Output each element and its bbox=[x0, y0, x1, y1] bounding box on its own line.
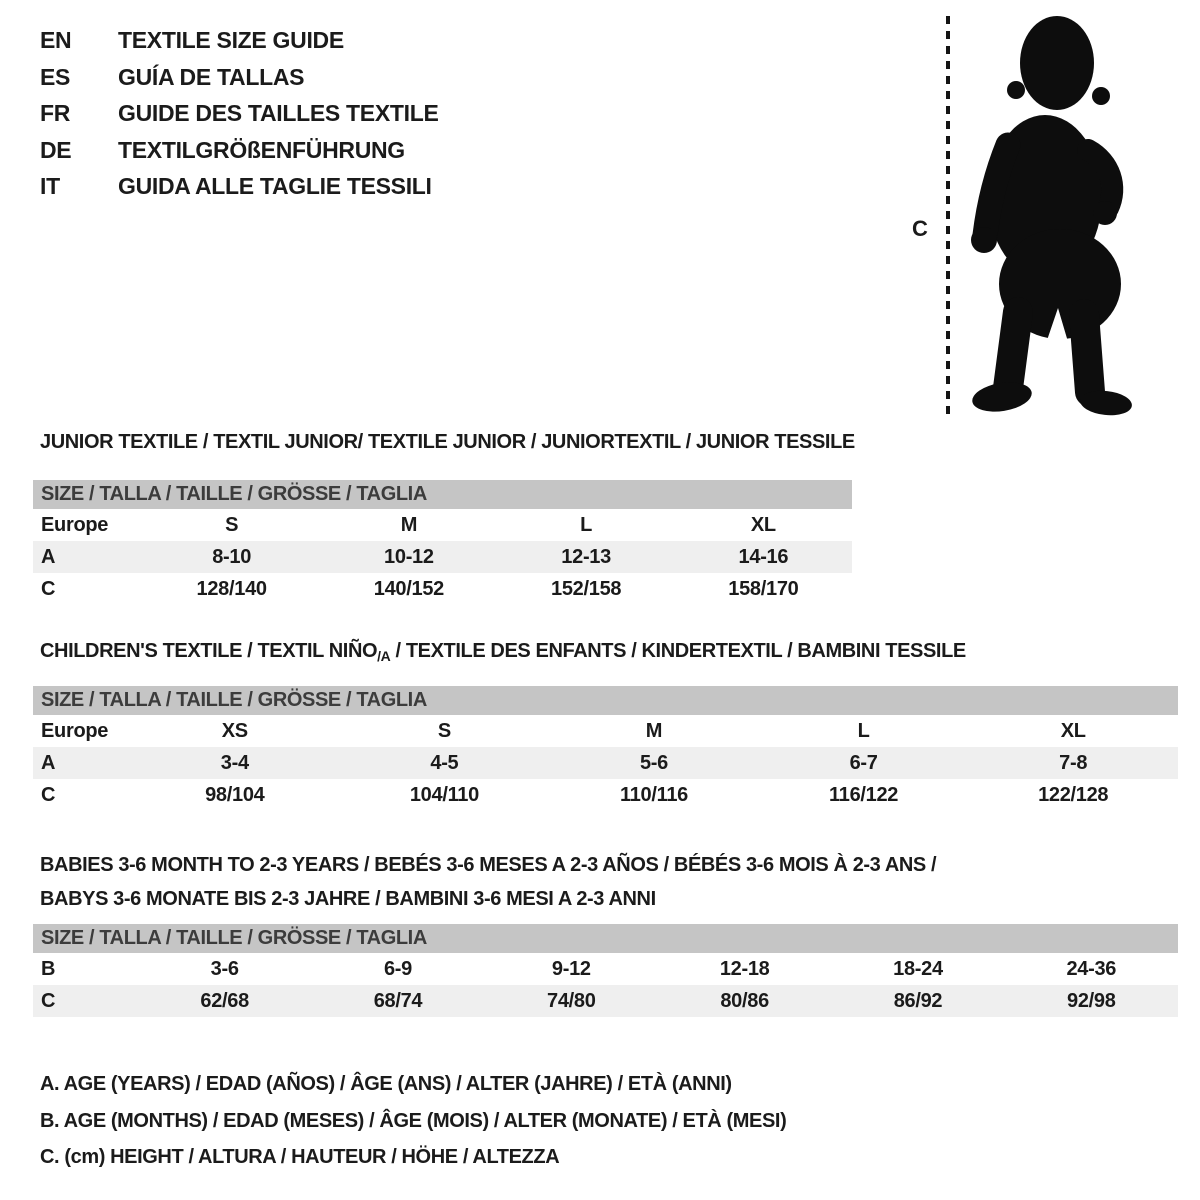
table-cell: 10-12 bbox=[384, 546, 434, 568]
legend-line-b: B. AGE (MONTHS) / EDAD (MESES) / ÂGE (MOIS) / ALTER (MONATE) / ETÀ (MESI) bbox=[40, 1109, 787, 1132]
junior-row-a bbox=[33, 541, 852, 573]
baby-silhouette-icon bbox=[958, 12, 1142, 422]
children-size-header-bar: SIZE / TALLA / TAILLE / GRÖSSE / TAGLIA bbox=[33, 686, 1178, 715]
language-row-it bbox=[40, 168, 439, 205]
junior-columns-row bbox=[33, 509, 852, 541]
junior-section-heading: JUNIOR TEXTILE / TEXTIL JUNIOR/ TEXTILE JUNIOR / JUNIORTEXTIL / JUNIOR TESSILE bbox=[40, 431, 855, 453]
region-label: Europe bbox=[41, 720, 109, 742]
column-header: L bbox=[857, 720, 870, 742]
table-cell: 158/170 bbox=[728, 578, 799, 600]
column-header: XS bbox=[221, 720, 248, 742]
language-title: GUIDA ALLE TAGLIE TESSILI bbox=[118, 173, 432, 199]
height-measure-label: C bbox=[912, 216, 928, 241]
region-label: Europe bbox=[41, 514, 109, 536]
row-label: A bbox=[41, 752, 56, 774]
table-cell: 86/92 bbox=[893, 990, 943, 1012]
children-heading-part1: CHILDREN'S TEXTILE / TEXTIL NIÑO bbox=[40, 640, 378, 662]
table-cell: 122/128 bbox=[1038, 784, 1109, 806]
table-cell: 92/98 bbox=[1067, 990, 1116, 1012]
junior-size-table bbox=[33, 480, 852, 605]
column-header: L bbox=[580, 514, 593, 536]
table-cell: 68/74 bbox=[373, 990, 423, 1012]
language-row-de bbox=[40, 132, 439, 169]
table-cell: 6-9 bbox=[383, 958, 412, 980]
column-header: M bbox=[400, 514, 418, 536]
language-code: FR bbox=[40, 100, 71, 126]
legend bbox=[40, 1066, 786, 1176]
table-cell: 74/80 bbox=[547, 990, 596, 1012]
table-cell: 104/110 bbox=[409, 784, 479, 806]
table-cell: 6-7 bbox=[849, 752, 878, 774]
language-code: IT bbox=[40, 173, 60, 199]
language-code: DE bbox=[40, 136, 72, 163]
table-cell: 116/122 bbox=[829, 784, 899, 806]
babies-heading-line2: BABYS 3-6 MONATE BIS 2-3 JAHRE / BAMBINI 3-6 MESI A 2-3 ANNI bbox=[40, 888, 656, 910]
row-label: C bbox=[41, 784, 56, 806]
babies-row-b bbox=[33, 953, 1178, 985]
table-cell: 80/86 bbox=[720, 990, 769, 1012]
table-cell: 3-4 bbox=[220, 752, 249, 774]
table-cell: 14-16 bbox=[738, 546, 789, 568]
table-cell: 18-24 bbox=[893, 958, 943, 980]
junior-size-header-bar: SIZE / TALLA / TAILLE / GRÖSSE / TAGLIA bbox=[33, 480, 852, 509]
table-cell: 12-18 bbox=[719, 958, 770, 980]
legend-line-a: A. AGE (YEARS) / EDAD (AÑOS) / ÂGE (ANS) / ALTER (JAHRE) / ETÀ (ANNI) bbox=[40, 1073, 732, 1095]
table-cell: 5-6 bbox=[639, 752, 668, 774]
children-size-table bbox=[33, 686, 1178, 811]
column-header: XL bbox=[750, 514, 776, 536]
children-row-c bbox=[33, 779, 1178, 811]
babies-heading-line1: BABIES 3-6 MONTH TO 2-3 YEARS / BEBÉS 3-6 MESES A 2-3 AÑOS / BÉBÉS 3-6 MOIS À 2-3 ANS / bbox=[40, 854, 937, 876]
column-header: M bbox=[645, 720, 663, 742]
column-header: XL bbox=[1060, 720, 1086, 742]
language-row-es bbox=[40, 59, 439, 96]
row-label: A bbox=[41, 546, 56, 568]
children-row-a bbox=[33, 747, 1178, 779]
table-cell: 128/140 bbox=[196, 578, 267, 600]
language-title: GUIDE DES TAILLES TEXTILE bbox=[118, 100, 439, 126]
language-title: TEXTILE SIZE GUIDE bbox=[118, 27, 344, 53]
table-cell: 140/152 bbox=[373, 578, 444, 600]
children-section-heading bbox=[40, 640, 966, 664]
height-dashed-line bbox=[946, 16, 950, 414]
legend-line-c: C. (cm) HEIGHT / ALTURA / HAUTEUR / HÖHE / ALTEZZA bbox=[40, 1146, 560, 1168]
row-label: C bbox=[41, 990, 56, 1012]
table-cell: 62/68 bbox=[200, 990, 249, 1012]
babies-row-c bbox=[33, 985, 1178, 1017]
babies-section-heading bbox=[40, 848, 936, 916]
children-heading-part2: / TEXTILE DES ENFANTS / KINDERTEXTIL / BAMBINI TESSILE bbox=[390, 640, 966, 662]
row-label: C bbox=[41, 578, 56, 600]
language-title: TEXTILGRÖßENFÜHRUNG bbox=[118, 136, 405, 163]
babies-size-table bbox=[33, 924, 1178, 1017]
table-cell: 9-12 bbox=[551, 958, 591, 980]
children-columns-row bbox=[33, 715, 1178, 747]
table-cell: 7-8 bbox=[1059, 752, 1088, 774]
language-code: ES bbox=[40, 63, 71, 90]
table-cell: 152/158 bbox=[551, 578, 622, 600]
table-cell: 24-36 bbox=[1066, 958, 1117, 980]
language-row-fr bbox=[40, 95, 439, 132]
column-header: S bbox=[437, 720, 451, 742]
table-cell: 12-13 bbox=[561, 546, 611, 568]
table-cell: 110/116 bbox=[619, 784, 688, 806]
table-cell: 3-6 bbox=[210, 958, 239, 980]
language-code: EN bbox=[40, 27, 72, 53]
language-list bbox=[40, 22, 439, 205]
children-heading-sub: /A bbox=[377, 648, 391, 664]
language-row-en bbox=[40, 22, 439, 59]
row-label: B bbox=[41, 958, 56, 980]
babies-size-header-bar: SIZE / TALLA / TAILLE / GRÖSSE / TAGLIA bbox=[33, 924, 1178, 953]
table-cell: 98/104 bbox=[205, 784, 265, 806]
junior-row-c bbox=[33, 573, 852, 605]
table-cell: 4-5 bbox=[430, 752, 459, 774]
table-cell: 8-10 bbox=[212, 546, 252, 568]
column-header: S bbox=[225, 514, 239, 536]
language-title: GUÍA DE TALLAS bbox=[118, 63, 305, 90]
